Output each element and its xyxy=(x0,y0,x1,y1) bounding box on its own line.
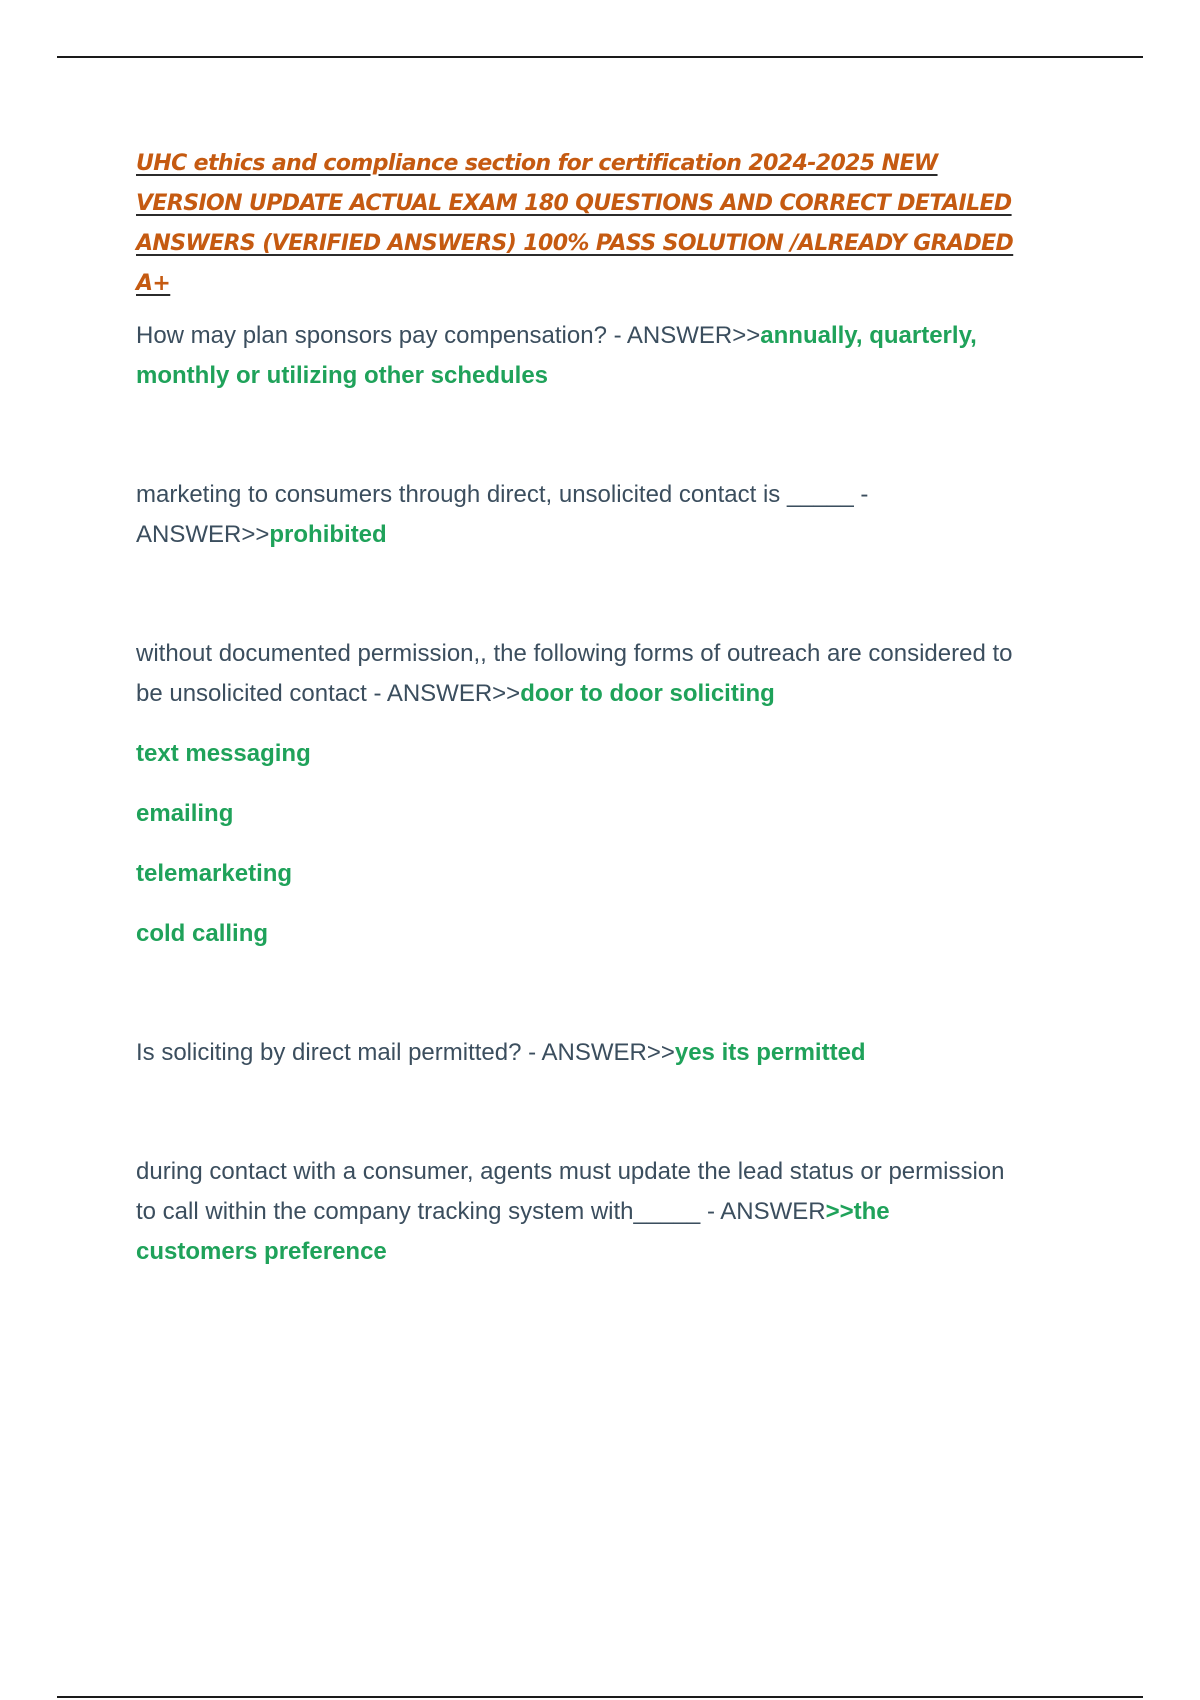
qa-item-3 xyxy=(136,634,1016,714)
answer-text: prohibited xyxy=(269,521,387,548)
qa-item-4 xyxy=(136,1033,1016,1073)
document-title: UHC ethics and compliance section for certification 2024-2025 NEW VERSION UPDATE ACTUAL EXAM 180 QUESTIONS AND CORRECT DETAILED ANSWERS (VERIFIED ANSWERS) 100% PASS SOLUTION /ALREADY GRADED A+ xyxy=(136,151,1014,296)
qa-item-1 xyxy=(136,316,1016,396)
answer-list-item: telemarketing xyxy=(136,860,293,887)
question-text: Is soliciting by direct mail permitted? - ANSWER>> xyxy=(136,1039,675,1066)
answer-text: annually, quarterly, monthly or utilizing other schedules xyxy=(136,322,977,389)
question-text: marketing to consumers through direct, unsolicited contact is _____ - ANSWER>> xyxy=(136,481,869,548)
question-text: How may plan sponsors pay compensation? - ANSWER>> xyxy=(136,322,761,349)
qa-item-5 xyxy=(136,1152,1016,1272)
qa-item-2 xyxy=(136,475,1016,555)
answer-list-item: text messaging xyxy=(136,740,311,767)
answer-list-item: cold calling xyxy=(136,920,269,947)
top-rule xyxy=(57,56,1143,58)
document-body xyxy=(136,144,1016,1272)
answer-list-item: emailing xyxy=(136,800,234,827)
question-text: without documented permission,, the following forms of outreach are considered to be unsolicited contact - ANSWER>> xyxy=(136,640,1013,707)
answer-text: >>the customers preference xyxy=(136,1198,890,1265)
question-text: during contact with a consumer, agents must update the lead status or permission to call within the company tracking system with_____ - ANSWER xyxy=(136,1158,1005,1225)
answer-text: yes its permitted xyxy=(674,1039,866,1066)
answer-text: door to door soliciting xyxy=(520,680,775,707)
bottom-rule xyxy=(57,1696,1143,1698)
